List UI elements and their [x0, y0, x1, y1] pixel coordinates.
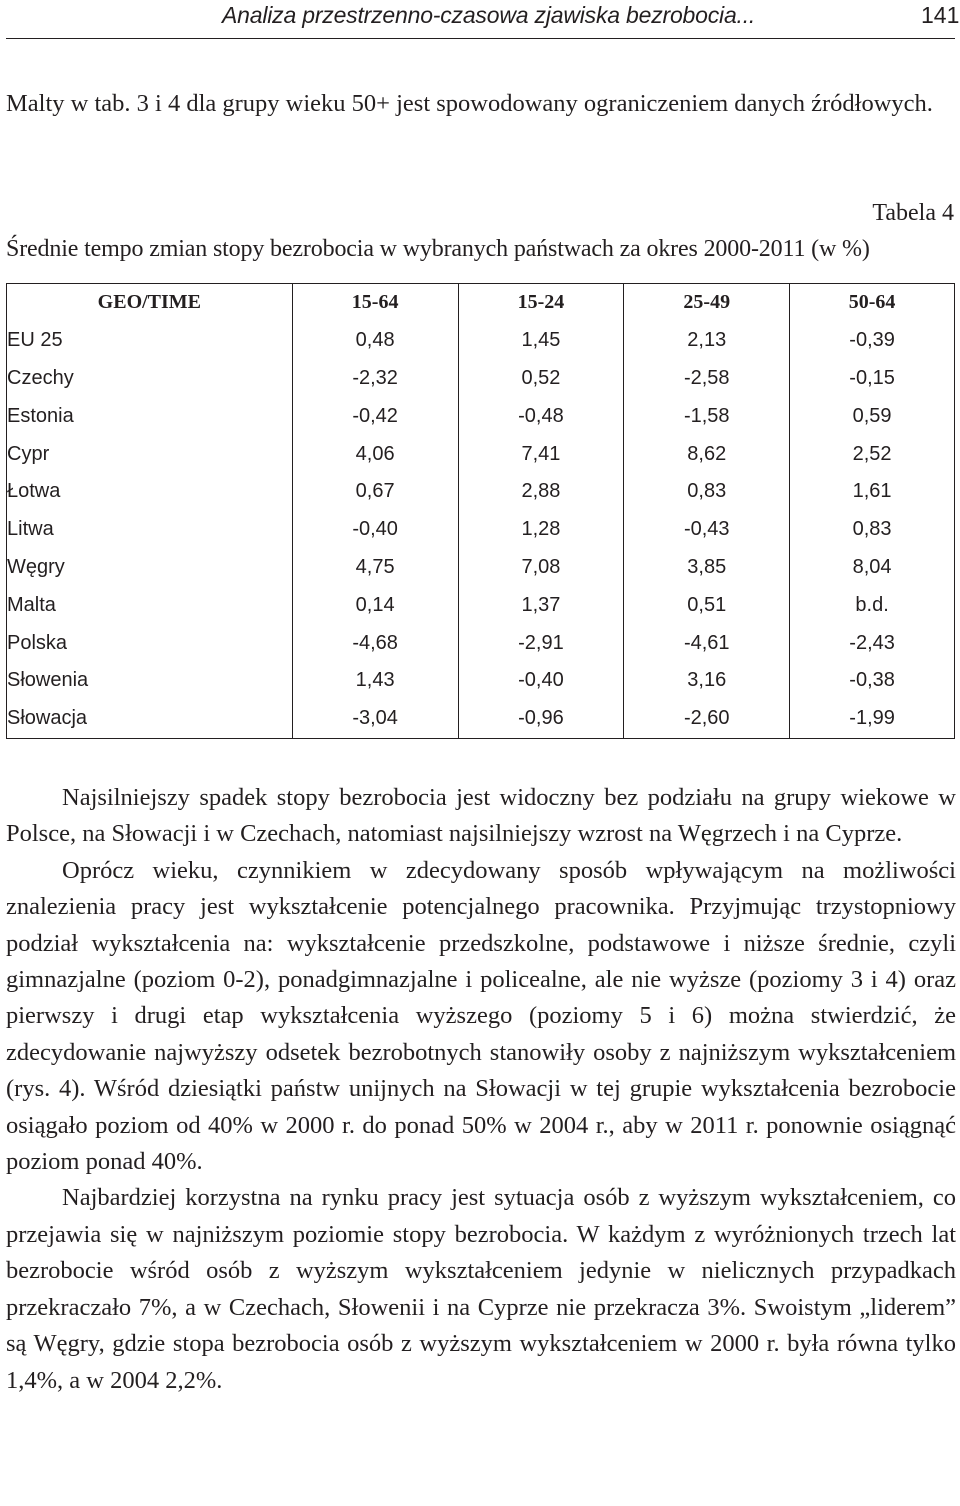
value-cell: 0,59 [790, 397, 955, 435]
country-cell: Polska [7, 624, 293, 662]
country-cell: Węgry [7, 549, 293, 587]
table-row [7, 322, 955, 360]
value-cell: -2,60 [624, 700, 790, 738]
value-cell: -0,39 [790, 322, 955, 360]
column-header: 25-49 [624, 284, 790, 322]
table-row [7, 586, 955, 624]
value-cell: -2,43 [790, 624, 955, 662]
value-cell: 8,04 [790, 549, 955, 587]
value-cell: 2,88 [458, 473, 624, 511]
country-cell: Łotwa [7, 473, 293, 511]
column-header: 15-64 [292, 284, 458, 322]
table-row [7, 473, 955, 511]
value-cell: 0,83 [790, 511, 955, 549]
table-row [7, 549, 955, 587]
country-cell: Malta [7, 586, 293, 624]
value-cell: -4,61 [624, 624, 790, 662]
country-cell: Słowenia [7, 662, 293, 700]
value-cell: 1,28 [458, 511, 624, 549]
value-cell: -0,15 [790, 360, 955, 398]
value-cell: 1,37 [458, 586, 624, 624]
header-rule [6, 38, 955, 39]
value-cell: -4,68 [292, 624, 458, 662]
value-cell: -2,32 [292, 360, 458, 398]
value-cell: -0,43 [624, 511, 790, 549]
value-cell: 0,67 [292, 473, 458, 511]
value-cell: 2,52 [790, 435, 955, 473]
table-header-row [7, 284, 955, 322]
running-title: Analiza przestrzenno-czasowa zjawiska bezrobocia... [222, 2, 756, 28]
value-cell: -0,96 [458, 700, 624, 738]
country-cell: Słowacja [7, 700, 293, 738]
country-cell: Cypr [7, 435, 293, 473]
value-cell: 4,06 [292, 435, 458, 473]
value-cell: 7,41 [458, 435, 624, 473]
value-cell: -0,40 [292, 511, 458, 549]
table-row [7, 511, 955, 549]
unemployment-change-table [6, 283, 955, 739]
table-row [7, 624, 955, 662]
country-cell: Estonia [7, 397, 293, 435]
value-cell: -3,04 [292, 700, 458, 738]
table-row [7, 397, 955, 435]
country-cell: Czechy [7, 360, 293, 398]
country-cell: EU 25 [7, 322, 293, 360]
body-paragraph: Oprócz wieku, czynnikiem w zdecydowany sposób wpływającym na możliwości znalezienia pracy jest wykształcenie potencjalnego pracownika. Przyjmując trzystopniowy podział wykształcenia na: wykształcenie przedszkolne, podstawowe i niższe średnie, czyli gimnazjalne (poziom 0-2), ponadgimnazjalne i policealne, ale nie wyższe (poziomy 3 i 4) oraz pierwszy i drugi etap wykształcenia wyższego (poziomy 5 i 6) można stwierdzić, że zdecydowanie najwyższy odsetek bezrobotnych stanowiły osoby z najniższym wykształceniem (rys. 4). Wśród dziesiątki państw unijnych na Słowacji w tej grupie wykształcenia bezrobocie osiągało poziom od 40% w 2000 r. do ponad 50% w 2004 r., aby w 2011 r. ponownie osiągnąć poziom ponad 40%. [6, 856, 956, 1176]
column-header: 15-24 [458, 284, 624, 322]
body-paragraph: Najsilniejszy spadek stopy bezrobocia jest widoczny bez podziału na grupy wiekowe w Polsce, na Słowacji i w Czechach, natomiast najsilniejszy wzrost na Węgrzech i na Cyprze. [6, 784, 956, 848]
intro-paragraph: Malty w tab. 3 i 4 dla grupy wieku 50+ jest spowodowany ograniczeniem danych źródłowych. [6, 90, 933, 117]
body-paragraph: Najbardziej korzystna na rynku pracy jest sytuacja osób z wyższym wykształceniem, co przejawia się w najniższym poziomie stopy bezrobocia. W każdym z wyróżnionych trzech lat bezrobocie wśród osób z wyższym wykształceniem jedynie w nielicznych przypadkach przekraczało 7%, a w Czechach, Słowenii i na Cyprze nie przekracza 3%. Swoistym „liderem” są Węgry, gdzie stopa bezrobocia osób z wyższym wykształceniem w 2000 r. była równa tylko 1,4%, a w 2004 2,2%. [6, 1184, 956, 1394]
table-label: Tabela 4 [872, 200, 954, 226]
table-row [7, 700, 955, 738]
value-cell: -0,38 [790, 662, 955, 700]
table-row [7, 435, 955, 473]
value-cell: 3,85 [624, 549, 790, 587]
value-cell: 0,51 [624, 586, 790, 624]
value-cell: -0,48 [458, 397, 624, 435]
value-cell: 1,61 [790, 473, 955, 511]
value-cell: 2,13 [624, 322, 790, 360]
running-header [0, 0, 960, 40]
table-row [7, 662, 955, 700]
column-header: 50-64 [790, 284, 955, 322]
value-cell: 7,08 [458, 549, 624, 587]
value-cell: 1,43 [292, 662, 458, 700]
value-cell: 0,48 [292, 322, 458, 360]
value-cell: 0,83 [624, 473, 790, 511]
table-row [7, 360, 955, 398]
value-cell: 0,52 [458, 360, 624, 398]
value-cell: 3,16 [624, 662, 790, 700]
country-cell: Litwa [7, 511, 293, 549]
value-cell: b.d. [790, 586, 955, 624]
value-cell: -0,40 [458, 662, 624, 700]
page-number: 141 [921, 2, 960, 28]
value-cell: 4,75 [292, 549, 458, 587]
value-cell: -2,58 [624, 360, 790, 398]
value-cell: -1,58 [624, 397, 790, 435]
value-cell: 0,14 [292, 586, 458, 624]
column-header: GEO/TIME [7, 284, 293, 322]
body-text [6, 780, 956, 1399]
value-cell: 8,62 [624, 435, 790, 473]
value-cell: -2,91 [458, 624, 624, 662]
value-cell: -0,42 [292, 397, 458, 435]
value-cell: -1,99 [790, 700, 955, 738]
value-cell: 1,45 [458, 322, 624, 360]
table-title: Średnie tempo zmian stopy bezrobocia w wybranych państwach za okres 2000-2011 (w %) [6, 236, 870, 262]
